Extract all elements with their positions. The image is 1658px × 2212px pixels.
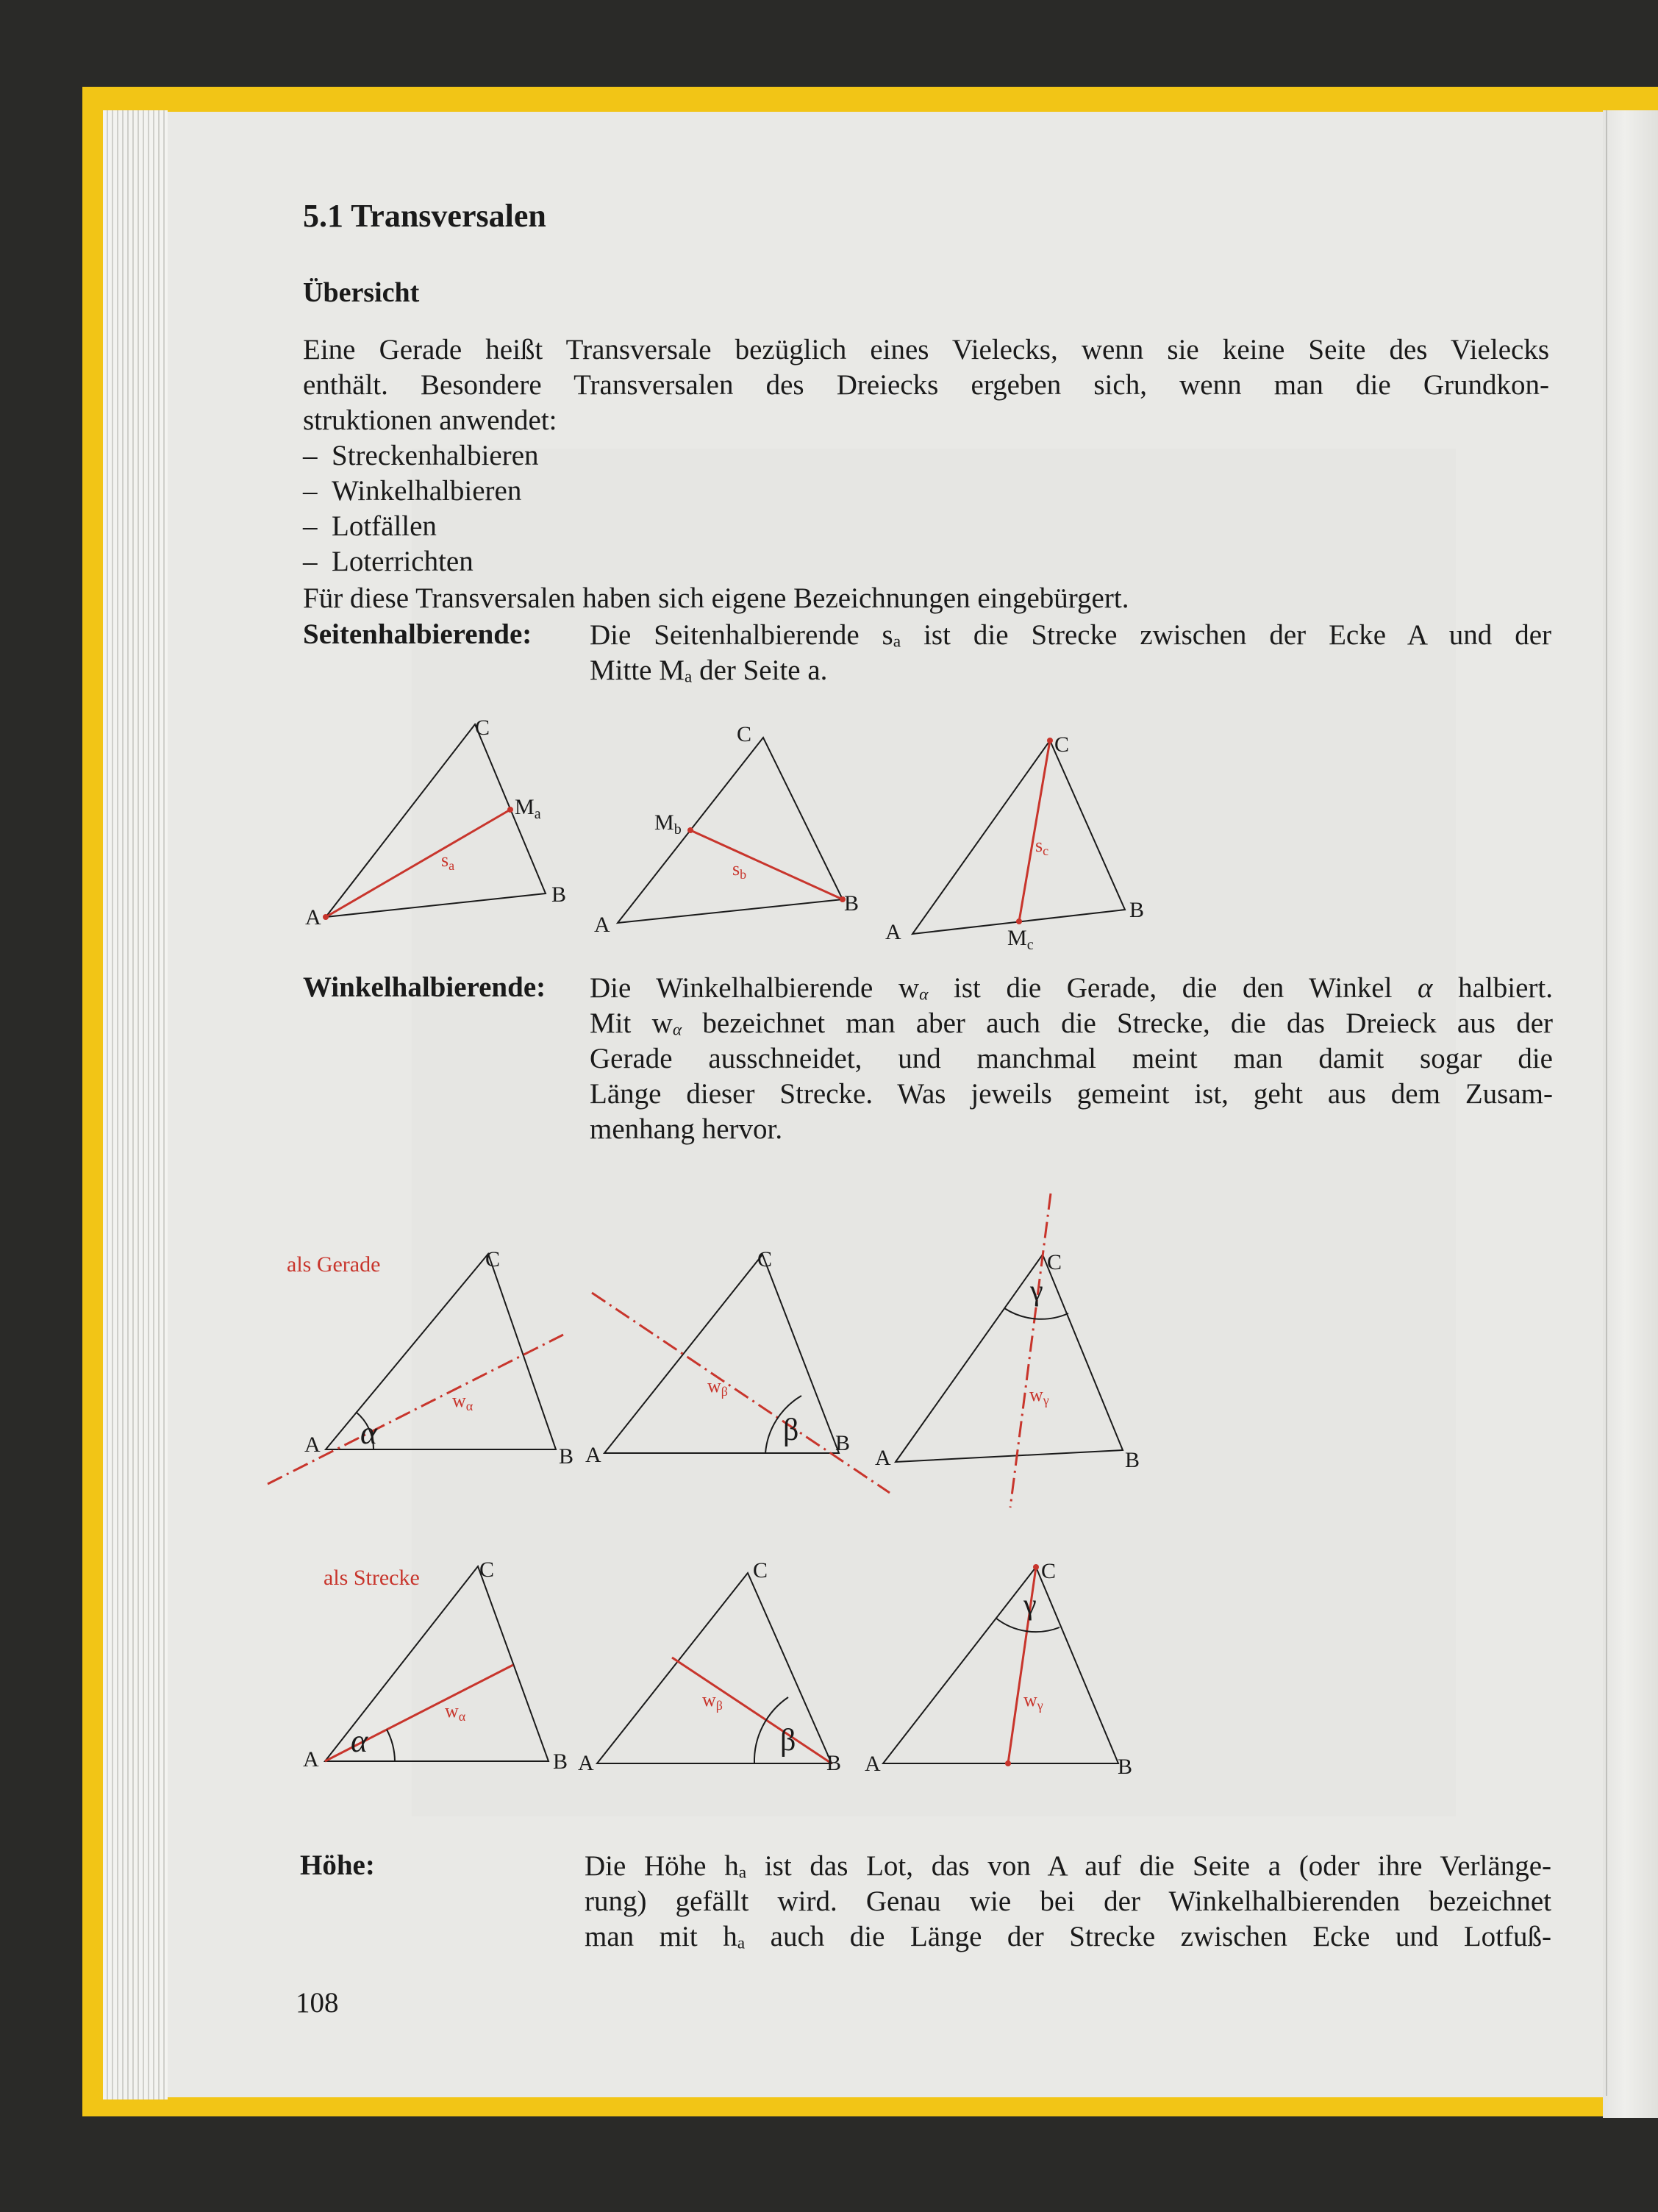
bisector-line <box>268 1335 563 1484</box>
label-Ma <box>515 795 541 822</box>
text-run: ist das Lot, das von A auf die Seite a (oder ihre Verlänge- <box>746 1850 1551 1882</box>
label-B: B <box>553 1749 568 1774</box>
label-A: A <box>865 1752 881 1776</box>
label-sub: c <box>1026 937 1034 953</box>
list-item-text: Lotfällen <box>332 510 437 542</box>
angle-alpha: α <box>351 1723 368 1759</box>
designations-line: Für diese Transversalen haben sich eigene Bezeichnungen eingebürgert. <box>303 582 1129 614</box>
figure-median-c-labels <box>885 732 1144 953</box>
label-C: C <box>757 1247 773 1271</box>
label-B: B <box>1125 1448 1140 1472</box>
label-A: A <box>875 1446 891 1470</box>
label-A: A <box>585 1443 601 1467</box>
triangle <box>883 1567 1118 1763</box>
figure-median-b-labels <box>594 722 859 937</box>
label-C: C <box>737 722 752 746</box>
list-item-text: Streckenhalbieren <box>332 440 539 471</box>
label-A: A <box>305 905 321 930</box>
triangle <box>912 741 1125 934</box>
text-run: man mit h <box>585 1921 737 1952</box>
list-dash: – <box>303 440 318 471</box>
text-run: ist die Gerade, die den Winkel <box>928 972 1418 1004</box>
list-dash: – <box>303 510 318 542</box>
label-text: w <box>1029 1384 1043 1405</box>
text-run: auch die Länge der Strecke zwischen Ecke und Lotfuß- <box>745 1921 1551 1952</box>
label-sub: α <box>458 1709 466 1724</box>
triangle <box>597 1573 832 1763</box>
label-sub: c <box>1043 843 1049 858</box>
list-item-text: Winkelhalbieren <box>332 475 522 507</box>
label-text: w <box>452 1390 466 1411</box>
figure-median-b <box>618 738 846 923</box>
figure-median-c <box>912 738 1125 934</box>
angle-beta: β <box>780 1724 796 1758</box>
angle-arc <box>387 1730 395 1761</box>
label-B: B <box>835 1431 851 1455</box>
label-sub: a <box>449 858 455 873</box>
label-w-beta <box>707 1375 728 1399</box>
label-sub: γ <box>1043 1393 1049 1408</box>
vertex-dot <box>1047 738 1053 743</box>
midpoint-dot <box>687 827 693 833</box>
list-item-text: Loterrichten <box>332 546 474 577</box>
label-sa <box>441 849 454 873</box>
label-Mb <box>654 810 682 838</box>
label-A: A <box>885 920 901 944</box>
label-text: w <box>707 1375 721 1396</box>
label-text: w <box>702 1689 716 1710</box>
vertex-dot <box>323 914 329 920</box>
label-als-gerade: als Gerade <box>287 1252 381 1277</box>
triangle <box>326 724 546 917</box>
text-run: ist die Strecke zwischen der Ecke A und der <box>901 619 1551 651</box>
intro-line-1: Eine Gerade heißt Transversale bezüglich eines Vielecks, wenn sie keine Seite des Vielecks <box>303 334 1549 365</box>
label-C: C <box>1054 732 1070 757</box>
label-sub: α <box>465 1399 474 1413</box>
label-A: A <box>303 1747 319 1772</box>
label-text: M <box>515 795 535 819</box>
subscript: a <box>737 1933 746 1953</box>
label-C: C <box>1041 1559 1057 1583</box>
figure-bisector-line-c <box>896 1194 1123 1508</box>
foot-dot <box>1005 1760 1011 1766</box>
winkelhalbierende-label: Winkelhalbierende: <box>303 971 546 1003</box>
text-run: Mitte M <box>590 654 685 686</box>
subscript: α <box>672 1020 682 1040</box>
triangle <box>896 1255 1123 1462</box>
subscript: α <box>919 985 929 1005</box>
figure-median-a-labels <box>305 716 566 930</box>
angle-gamma: γ <box>1023 1588 1037 1621</box>
label-text: s <box>441 849 449 871</box>
overview-heading: Übersicht <box>303 277 420 308</box>
label-text: w <box>445 1700 459 1722</box>
intro-line-2: enthält. Besondere Transversalen des Dreiecks ergeben sich, wenn man die Grundkon- <box>303 369 1549 401</box>
label-B: B <box>559 1444 574 1469</box>
label-sub: b <box>740 867 747 882</box>
winkelhalbierende-line-5: menhang hervor. <box>590 1113 783 1145</box>
text-run: der Seite a. <box>692 654 828 686</box>
figure-bisector-segment-a-labels <box>303 1558 568 1774</box>
figure-bisector-segment-b <box>597 1573 832 1763</box>
midpoint-dot <box>507 807 513 813</box>
angle-beta: β <box>783 1413 799 1447</box>
text-run: Die Winkelhalbierende w <box>590 972 920 1004</box>
median-sb <box>690 830 843 899</box>
alpha-symbol: α <box>1418 972 1433 1004</box>
label-w-beta <box>702 1689 723 1713</box>
figure-median-a <box>323 724 546 920</box>
label-A: A <box>594 913 610 937</box>
median-sc <box>1019 741 1050 921</box>
label-Mc <box>1007 926 1034 953</box>
triangle <box>604 1255 839 1453</box>
label-text: M <box>1007 926 1027 950</box>
label-sb <box>732 858 746 882</box>
label-C: C <box>753 1558 768 1583</box>
figure-bisector-segment-c <box>883 1564 1118 1766</box>
label-text: s <box>1035 835 1043 856</box>
subscript: a <box>738 1863 747 1883</box>
winkelhalbierende-line-3: Gerade ausschneidet, und manchmal meint man damit sogar die <box>590 1043 1553 1074</box>
label-B: B <box>551 882 567 907</box>
label-als-strecke: als Strecke <box>324 1566 420 1590</box>
subscript: a <box>893 632 901 652</box>
subscript: a <box>684 667 693 687</box>
list-dash: – <box>303 475 318 507</box>
label-C: C <box>479 1558 495 1582</box>
list-dash: – <box>303 546 318 577</box>
text-run: halbiert. <box>1432 972 1553 1004</box>
label-C: C <box>485 1247 501 1271</box>
text-run: Mit w <box>590 1007 673 1039</box>
figure-bisector-line-a-labels <box>304 1247 573 1469</box>
intro-line-3: struktionen anwendet: <box>303 404 557 436</box>
bisector-line <box>592 1293 890 1493</box>
label-text: w <box>1023 1689 1037 1710</box>
label-B: B <box>844 891 860 916</box>
label-B: B <box>1118 1755 1133 1779</box>
label-sub: γ <box>1037 1698 1043 1713</box>
label-A: A <box>578 1751 594 1775</box>
text-run: bezeichnet man aber auch die Strecke, die das Dreieck aus der <box>682 1007 1553 1039</box>
section-heading: 5.1 Transversalen <box>303 198 546 234</box>
label-w-alpha <box>452 1390 474 1413</box>
winkelhalbierende-line-4: Länge dieser Strecke. Was jeweils gemeint ist, geht aus dem Zusam- <box>590 1078 1553 1110</box>
label-sub: b <box>673 821 682 838</box>
figure-bisector-line-b <box>592 1255 890 1493</box>
figure-bisector-line-b-labels <box>585 1247 850 1467</box>
label-B: B <box>826 1751 842 1775</box>
triangle <box>618 738 843 923</box>
vertex-dot <box>1033 1564 1039 1570</box>
label-w-alpha <box>445 1700 466 1724</box>
angle-alpha: α <box>360 1415 378 1451</box>
label-sub: a <box>534 806 541 822</box>
label-sub: β <box>721 1384 728 1399</box>
label-text: s <box>732 858 740 880</box>
label-w-gamma <box>1023 1689 1043 1713</box>
label-C: C <box>1047 1250 1062 1274</box>
label-C: C <box>475 716 490 740</box>
label-sub: β <box>715 1698 723 1713</box>
page-number: 108 <box>296 1987 339 2019</box>
label-A: A <box>304 1433 321 1457</box>
seitenhalbierende-label: Seitenhalbierende: <box>303 618 532 650</box>
label-w-gamma <box>1029 1384 1049 1408</box>
hoehe-label: Höhe: <box>300 1849 375 1881</box>
label-B: B <box>1129 898 1145 922</box>
bisector-line <box>1010 1194 1051 1508</box>
midpoint-dot <box>1016 918 1022 924</box>
angle-gamma: γ <box>1030 1274 1043 1307</box>
label-text: M <box>654 810 674 835</box>
hoehe-line-2: rung) gefällt wird. Genau wie bei der Winkelhalbierenden bezeichnet <box>585 1885 1551 1917</box>
label-sc <box>1035 835 1048 858</box>
figure-bisector-line-c-labels <box>875 1250 1140 1472</box>
figure-bisector-segment-c-labels <box>865 1559 1132 1779</box>
text-run: Die Seitenhalbierende s <box>590 619 893 651</box>
text-run: Die Höhe h <box>585 1850 739 1882</box>
